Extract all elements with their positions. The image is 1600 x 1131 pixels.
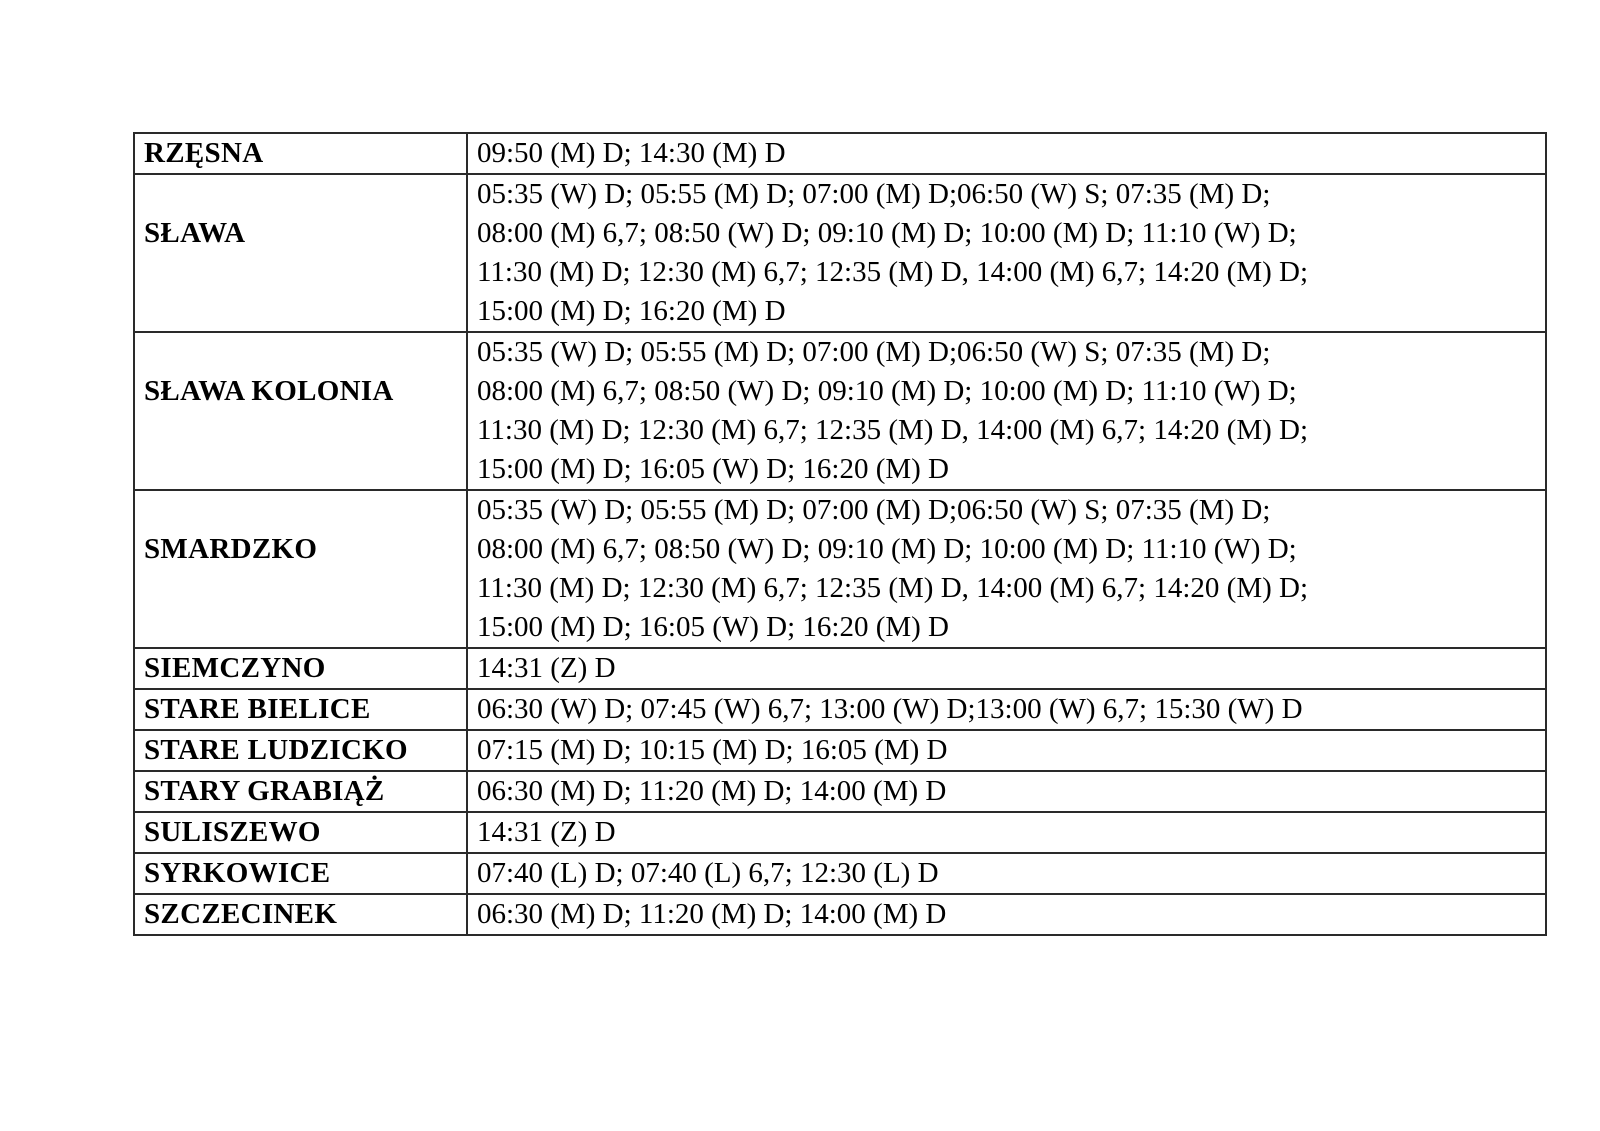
times-line: 05:35 (W) D; 05:55 (M) D; 07:00 (M) D;06:50 (W) S; 07:35 (M) D; (477, 178, 1271, 210)
destination-cell (134, 332, 467, 490)
destination-label: SMARDZKO (144, 533, 318, 565)
table-row (134, 894, 1546, 935)
destination-label: SYRKOWICE (144, 857, 331, 889)
destination-cell (134, 133, 467, 174)
times-cell (467, 648, 1546, 689)
destination-cell (134, 174, 467, 332)
times-line: 14:31 (Z) D (477, 652, 616, 684)
destination-cell (134, 771, 467, 812)
destination-cell (134, 894, 467, 935)
table-row (134, 648, 1546, 689)
times-cell (467, 133, 1546, 174)
timetable-body (134, 133, 1546, 935)
times-line: 15:00 (M) D; 16:20 (M) D (477, 295, 786, 327)
times-line: 05:35 (W) D; 05:55 (M) D; 07:00 (M) D;06:50 (W) S; 07:35 (M) D; (477, 336, 1271, 368)
table-row (134, 853, 1546, 894)
times-cell (467, 812, 1546, 853)
table-row (134, 332, 1546, 490)
times-line: 11:30 (M) D; 12:30 (M) 6,7; 12:35 (M) D, 14:00 (M) 6,7; 14:20 (M) D; (477, 414, 1309, 446)
times-line: 06:30 (M) D; 11:20 (M) D; 14:00 (M) D (477, 775, 947, 807)
destination-label: RZĘSNA (144, 137, 264, 169)
destination-cell (134, 648, 467, 689)
destination-label: SZCZECINEK (144, 898, 338, 930)
times-line: 11:30 (M) D; 12:30 (M) 6,7; 12:35 (M) D, 14:00 (M) 6,7; 14:20 (M) D; (477, 572, 1309, 604)
table-row (134, 133, 1546, 174)
times-line: 08:00 (M) 6,7; 08:50 (W) D; 09:10 (M) D; 10:00 (M) D; 11:10 (W) D; (477, 375, 1297, 407)
destination-label: SŁAWA KOLONIA (144, 375, 394, 407)
destination-label: STARE BIELICE (144, 693, 371, 725)
times-cell (467, 853, 1546, 894)
destination-cell (134, 730, 467, 771)
times-line: 08:00 (M) 6,7; 08:50 (W) D; 09:10 (M) D; 10:00 (M) D; 11:10 (W) D; (477, 217, 1297, 249)
times-line: 05:35 (W) D; 05:55 (M) D; 07:00 (M) D;06:50 (W) S; 07:35 (M) D; (477, 494, 1271, 526)
times-line: 06:30 (W) D; 07:45 (W) 6,7; 13:00 (W) D;13:00 (W) 6,7; 15:30 (W) D (477, 693, 1303, 725)
times-cell (467, 894, 1546, 935)
table-row (134, 490, 1546, 648)
times-line: 11:30 (M) D; 12:30 (M) 6,7; 12:35 (M) D, 14:00 (M) 6,7; 14:20 (M) D; (477, 256, 1309, 288)
table-row (134, 771, 1546, 812)
table-row (134, 730, 1546, 771)
destination-cell (134, 853, 467, 894)
destination-label: STARY GRABIĄŻ (144, 775, 385, 807)
destination-cell (134, 812, 467, 853)
times-line: 14:31 (Z) D (477, 816, 616, 848)
times-cell (467, 689, 1546, 730)
times-cell (467, 332, 1546, 490)
destination-label: SŁAWA (144, 217, 246, 249)
times-cell (467, 771, 1546, 812)
table-row (134, 174, 1546, 332)
destination-label: SIEMCZYNO (144, 652, 326, 684)
times-line: 15:00 (M) D; 16:05 (W) D; 16:20 (M) D (477, 611, 950, 643)
timetable-table (133, 132, 1547, 936)
times-line: 09:50 (M) D; 14:30 (M) D (477, 137, 786, 169)
destination-cell (134, 490, 467, 648)
destination-label: SULISZEWO (144, 816, 321, 848)
times-line: 07:40 (L) D; 07:40 (L) 6,7; 12:30 (L) D (477, 857, 939, 889)
times-cell (467, 174, 1546, 332)
times-line: 15:00 (M) D; 16:05 (W) D; 16:20 (M) D (477, 453, 950, 485)
table-row (134, 689, 1546, 730)
destination-cell (134, 689, 467, 730)
destination-label: STARE LUDZICKO (144, 734, 408, 766)
times-line: 07:15 (M) D; 10:15 (M) D; 16:05 (M) D (477, 734, 948, 766)
times-cell (467, 490, 1546, 648)
times-cell (467, 730, 1546, 771)
times-line: 08:00 (M) 6,7; 08:50 (W) D; 09:10 (M) D; 10:00 (M) D; 11:10 (W) D; (477, 533, 1297, 565)
table-row (134, 812, 1546, 853)
times-line: 06:30 (M) D; 11:20 (M) D; 14:00 (M) D (477, 898, 947, 930)
